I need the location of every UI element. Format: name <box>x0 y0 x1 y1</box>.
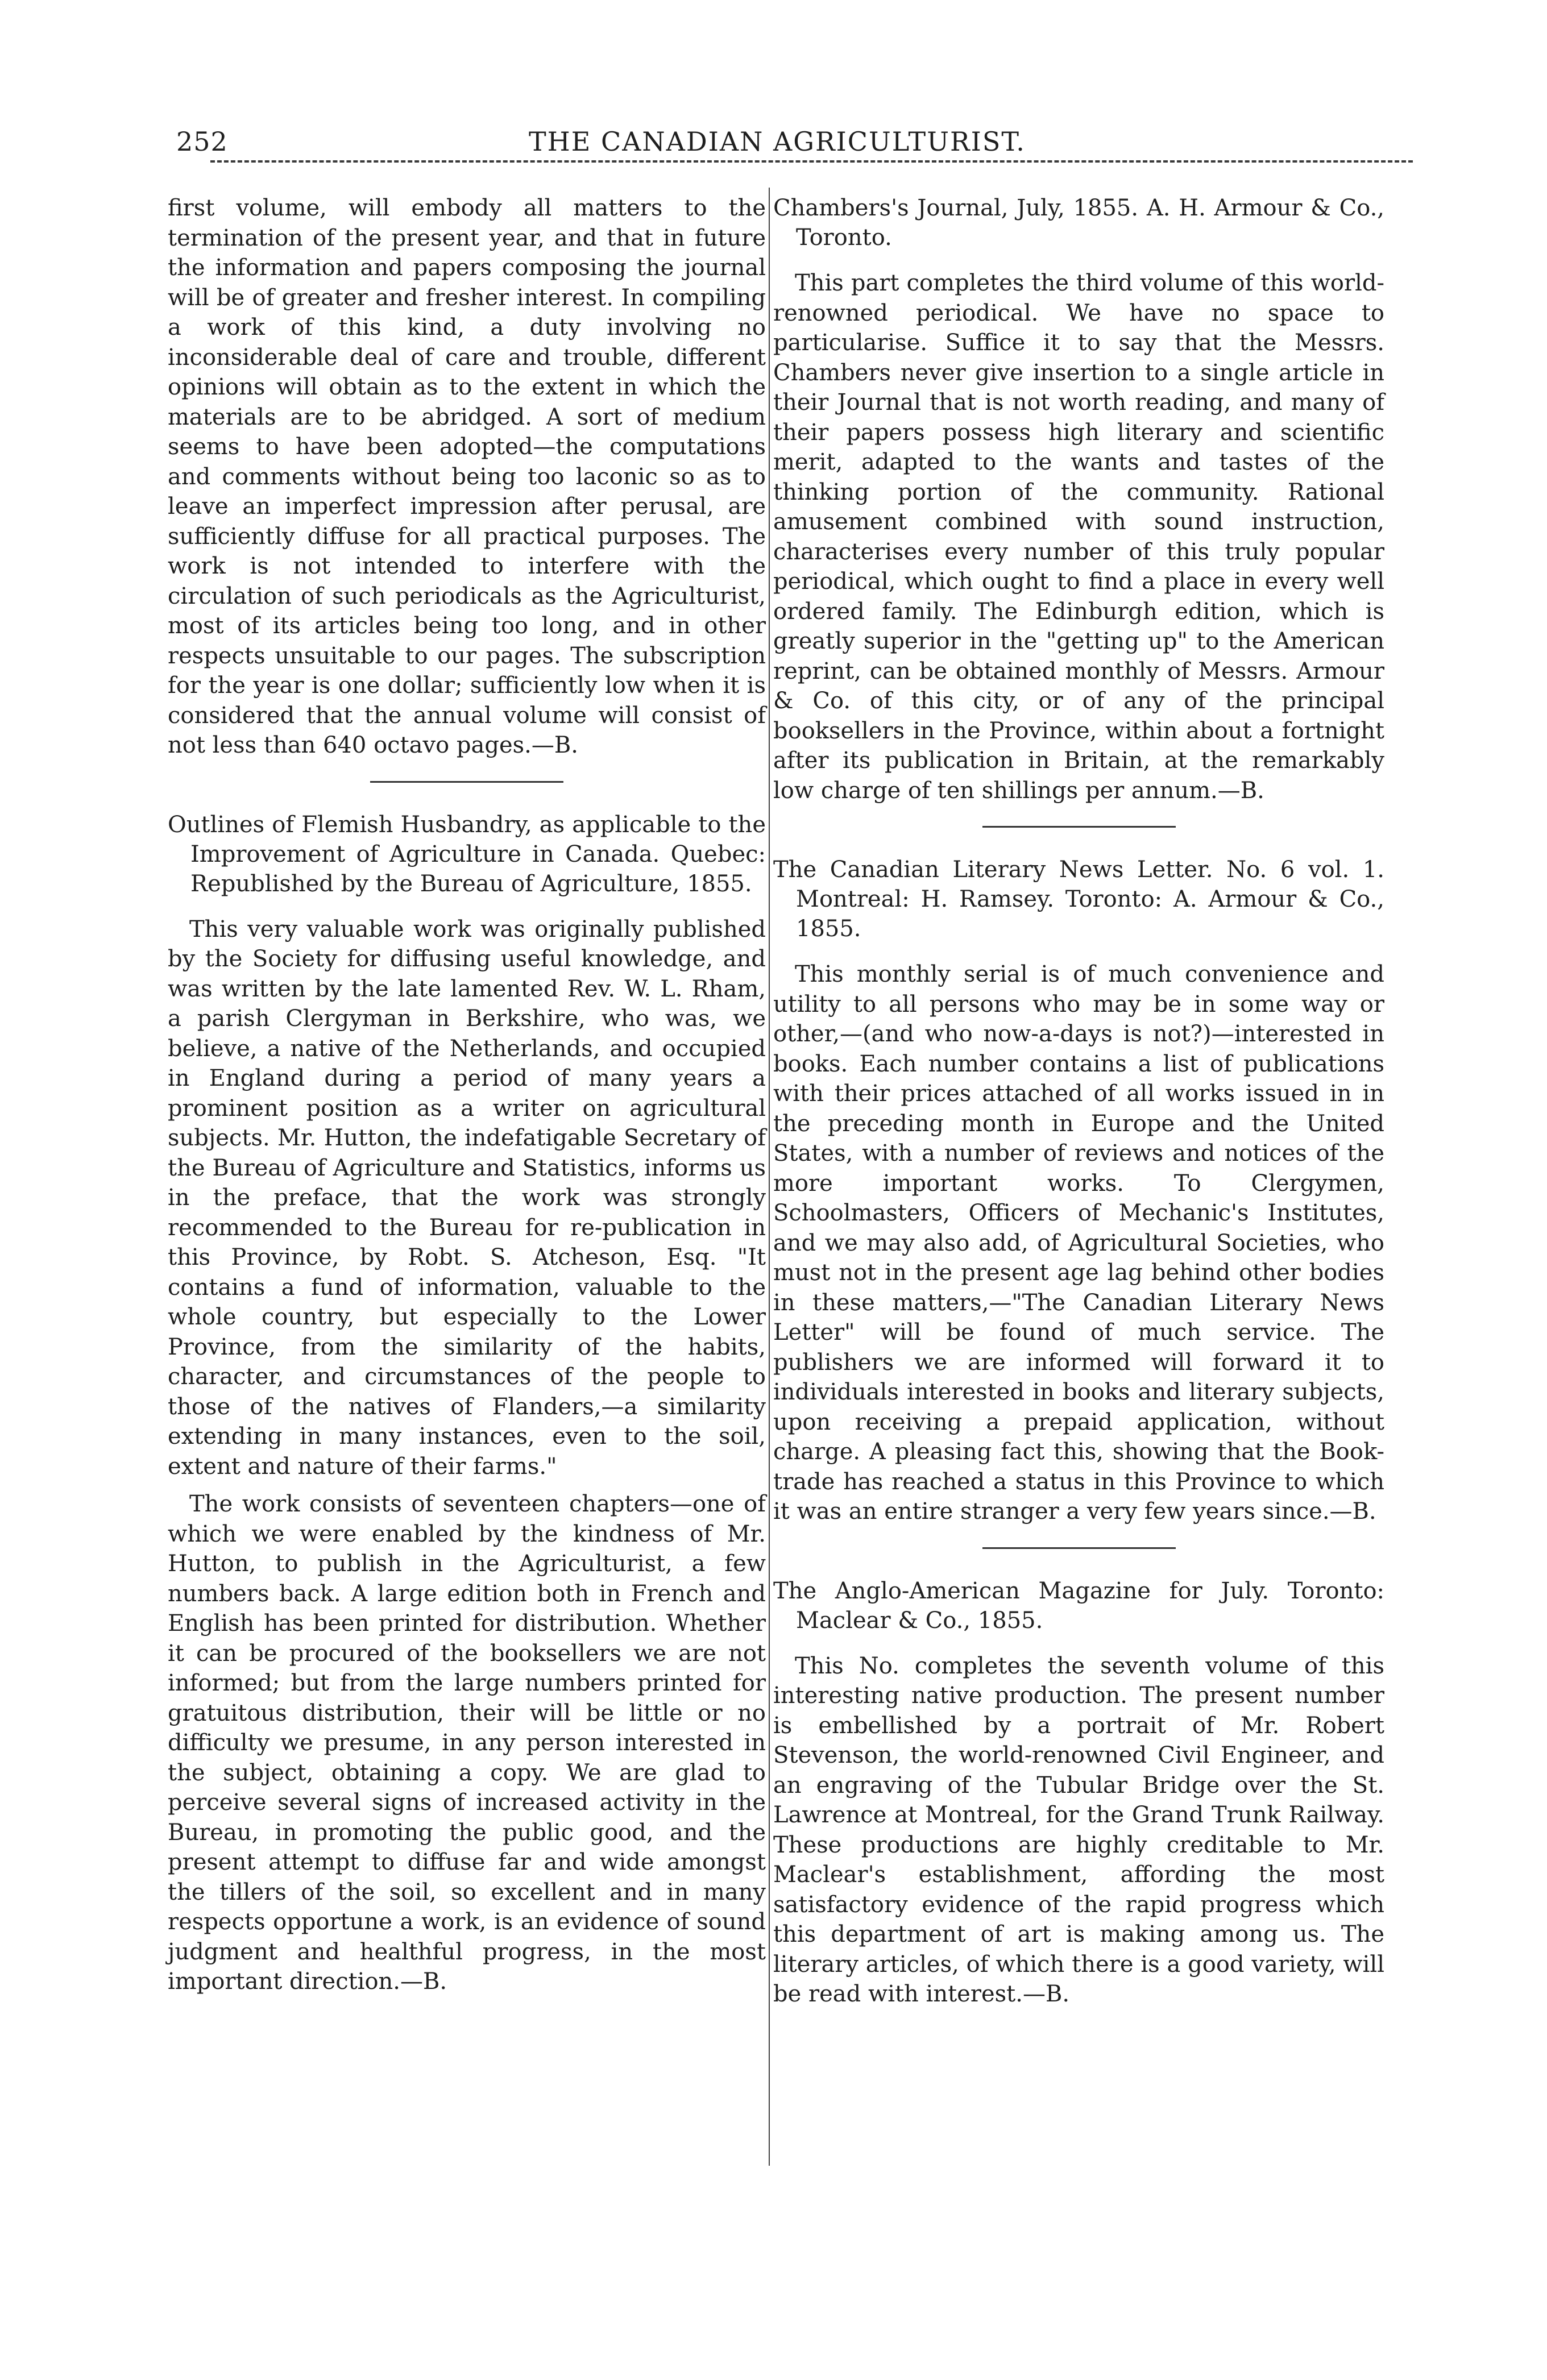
article-paragraph: This No. completes the seventh volume of this interesting native production. The present number is embellished by a portrait of Mr. Robert Stevenson, the world-renowned Civil Engineer, and an engraving of the Tubular Bridge over the St. Lawrence at Montreal, for the Grand Trunk Railway. These productions are highly creditable to Mr. Maclear's establishment, affording the most satisfactory evidence of the rapid progress which this department of art is making among us. The literary articles, of which there is a good variety, will be read with interest.—B. <box>773 1652 1384 2007</box>
article-paragraph: The work consists of seventeen chapters—one of which we were enabled by the kindness of Mr. Hutton, to publish in the Agriculturist, a few numbers back. A large edition both in French and English has been printed for distribution. Whether it can be procured of the booksellers we are not informed; but from the large numbers printed for gratuitous distribution, their will be little or no difficulty we presume, in any person interested in the subject, obtaining a copy. We are glad to perceive several signs of increased activity in the Bureau, in promoting the public good, and the present attempt to diffuse far and wide amongst the tillers of the soil, so excellent and in many respects opportune a work, is an evidence of sound judgment and healthful progress, in the most important direction.—B. <box>168 1491 766 1995</box>
article-heading: Outlines of Flemish Husbandry, as applicable to the Improvement of Agriculture in Canada. Quebec: Republished by the Bureau of Agriculture, 1855. <box>168 811 766 897</box>
right-column <box>773 193 1384 2030</box>
section-rule <box>982 1547 1176 1549</box>
column-divider <box>769 188 770 2166</box>
article-chambers-journal <box>773 193 1384 805</box>
page-number: 252 <box>176 126 228 157</box>
article-paragraph: This monthly serial is of much convenience and utility to all persons who may be in some way or other,—(and who now-a-days is not?)—interested in books. Each number contains a list of publications with their prices attached of all works issued in in the preceding month in Europe and the United States, with a number of reviews and notices of the more important works. To Clergymen, Schoolmasters, Officers of Mechanic's Institutes, and we may also add, of Agricultural Societies, who must not in the present age lag behind other bodies in these matters,—"The Canadian Literary News Letter" will be found of much service. The publishers we are informed will forward it to individuals interested in books and literary subjects, upon receiving a prepaid application, without charge. A pleasing fact this, showing that the Book-trade has reached a status in this Province to which it was an entire stranger a very few years since.—B. <box>773 961 1384 1525</box>
article-continued <box>168 193 766 761</box>
article-paragraph: This part completes the third volume of this world-renowned periodical. We have no space to particularise. Suffice it to say that the Messrs. Chambers never give insertion to a single article in their Journal that is not worth reading, and many of their papers possess high literary and scientific merit, adapted to the wants and tastes of the thinking portion of the community. Rational amusement combined with sound instruction, characterises every number of this truly popular periodical, which ought to find a place in every well ordered family. The Edinburgh edition, which is greatly superior in the "getting up" to the American reprint, can be obtained monthly of Messrs. Armour & Co. of this city, or of any of the principal booksellers in the Province, within about a fortnight after its publication in Britain, at the remarkably low charge of ten shillings per annum.—B. <box>773 270 1384 804</box>
article-literary-news-letter <box>773 855 1384 1527</box>
article-heading: The Canadian Literary News Letter. No. 6 vol. 1. Montreal: H. Ramsey. Toronto: A. Armour & Co., 1855. <box>773 857 1384 942</box>
left-column <box>168 193 766 2017</box>
article-heading: Chambers's Journal, July, 1855. A. H. Armour & Co., Toronto. <box>773 195 1384 251</box>
section-rule <box>370 781 563 783</box>
continued-paragraph: first volume, will embody all matters to the termination of the present year, and that in future the information and papers composing the journal will be of greater and fresher interest. In compiling a work of this kind, a duty involving no inconsiderable deal of care and trouble, different opinions will obtain as to the extent in which the materials are to be abridged. A sort of medium seems to have been adopted—the computations and comments without being too laconic so as to leave an imperfect impression after perusal, are sufficiently diffuse for all practical purposes. The work is not intended to interfere with the circulation of such periodicals as the Agriculturist, most of its articles being too long, and in other respects unsuitable to our pages. The subscription for the year is one dollar; sufficiently low when it is considered that the annual volume will consist of not less than 640 octavo pages.—B. <box>168 195 766 758</box>
header-rule <box>210 160 1413 163</box>
page-header <box>176 126 1413 166</box>
section-rule <box>982 826 1176 828</box>
article-paragraph: This very valuable work was originally published by the Society for diffusing useful knowledge, and was written by the late lamented Rev. W. L. Rham, a parish Clergyman in Berkshire, who was, we believe, a native of the Netherlands, and occupied in England during a period of many years a prominent position as a writer on agricultural subjects. Mr. Hutton, the indefatigable Secretary of the Bureau of Agriculture and Statistics, informs us in the preface, that the work was strongly recommended to the Bureau for re-publication in this Province, by Robt. S. Atcheson, Esq. "It contains a fund of information, valuable to the whole country, but especially to the Lower Province, from the similarity of the habits, character, and circumstances of the people to those of the natives of Flanders,—a similarity extending in many instances, even to the soil, extent and nature of their farms." <box>168 916 766 1480</box>
article-flemish-husbandry <box>168 810 766 1997</box>
running-title: THE CANADIAN AGRICULTURIST. <box>529 126 1026 157</box>
article-heading: The Anglo-American Magazine for July. Toronto: Maclear & Co., 1855. <box>773 1577 1384 1634</box>
article-anglo-american-magazine <box>773 1576 1384 2009</box>
